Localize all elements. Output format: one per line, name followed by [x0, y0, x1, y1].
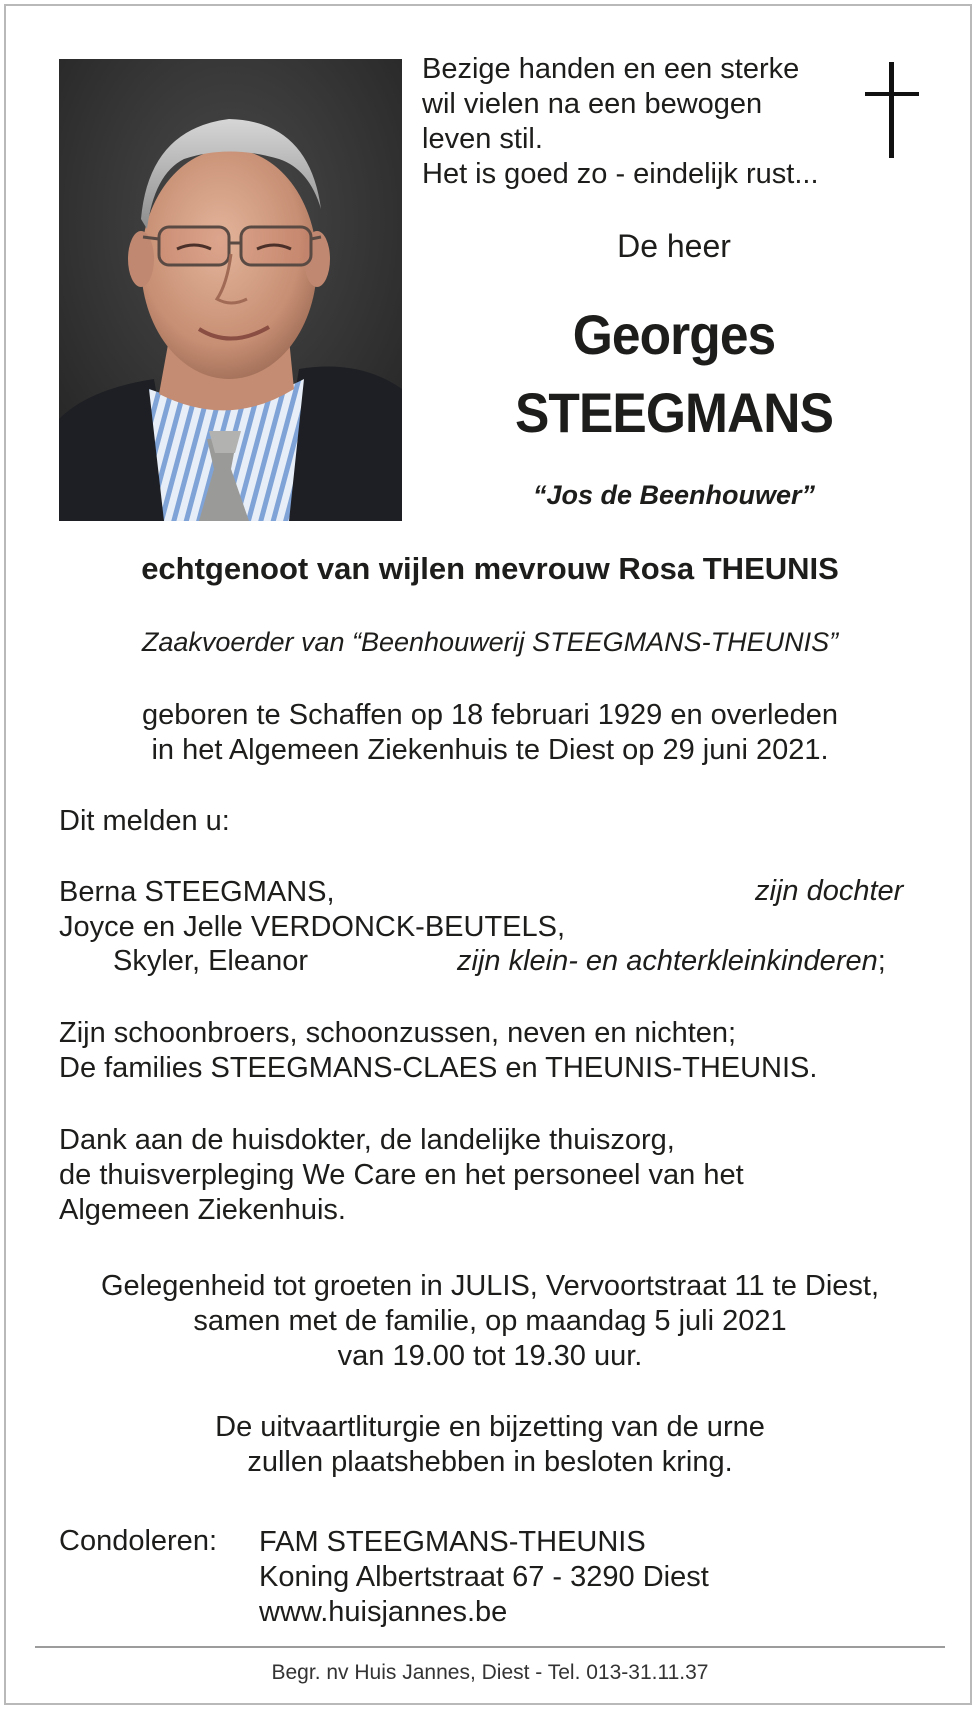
deceased-nickname: “Jos de Beenhouwer”: [532, 480, 816, 510]
thanks-line: de thuisverpleging We Care en het personeel van het: [59, 1159, 744, 1191]
relative-name: Berna STEEGMANS,: [59, 876, 335, 908]
poem: [422, 52, 852, 192]
thanks-text: [59, 1123, 744, 1228]
liturgy-line: De uitvaartliturgie en bijzetting van de urne: [215, 1411, 765, 1443]
condolences-address: [259, 1525, 709, 1630]
visitation-line: samen met de familie, op maandag 5 juli 2021: [193, 1305, 787, 1337]
occupation-line: Zaakvoerder van “Beenhouwerij STEEGMANS-THEUNIS”: [141, 627, 839, 657]
thanks-line: Algemeen Ziekenhuis.: [59, 1194, 346, 1226]
relative-relation: zijn dochter: [755, 875, 904, 907]
liturgy-line: zullen plaatshebben in besloten kring.: [247, 1446, 733, 1478]
birth-death-line: in het Algemeen Ziekenhuis te Diest op 29 juni 2021.: [151, 734, 829, 766]
deceased-first-name: Georges: [572, 303, 776, 366]
extended-family: [59, 1016, 817, 1086]
relative-relation-punct: ;: [877, 945, 886, 977]
condolences-website-link[interactable]: www.huisjannes.be: [259, 1596, 508, 1628]
poem-line: wil vielen na een bewogen: [422, 88, 763, 120]
relative-relation-text: zijn klein- en achterkleinkinderen: [457, 945, 878, 977]
relative-name: Skyler, Eleanor: [113, 945, 309, 977]
family-line: De families STEEGMANS-CLAES en THEUNIS-THEUNIS.: [59, 1052, 818, 1084]
latin-cross-icon: [862, 62, 922, 158]
visitation-line: Gelegenheid tot groeten in JULIS, Vervoortstraat 11 te Diest,: [100, 1270, 880, 1302]
condolences-family: FAM STEEGMANS-THEUNIS: [259, 1526, 646, 1558]
footer-divider: [35, 1646, 945, 1648]
portrait-photo: [59, 59, 402, 521]
relative-relation: [457, 945, 886, 978]
visitation-text: [0, 1269, 980, 1374]
birth-death-line: geboren te Schaffen op 18 februari 1929 en overleden: [142, 699, 838, 731]
thanks-line: Dank aan de huisdokter, de landelijke thuiszorg,: [59, 1124, 675, 1156]
spouse-line: echtgenoot van wijlen mevrouw Rosa THEUNIS: [141, 551, 839, 586]
visitation-line: van 19.00 tot 19.30 uur.: [337, 1340, 643, 1372]
birth-death-text: [0, 698, 980, 768]
condolences-label: Condoleren:: [59, 1525, 217, 1557]
family-line: Zijn schoonbroers, schoonzussen, neven en nichten;: [59, 1017, 737, 1049]
honorific-title: De heer: [617, 228, 731, 264]
poem-line: Bezige handen en een sterke: [422, 53, 800, 85]
funeral-director-footer: Begr. nv Huis Jannes, Diest - Tel. 013-31.11.37: [271, 1661, 709, 1684]
poem-line: leven stil.: [422, 123, 543, 155]
poem-line: Het is goed zo - eindelijk rust...: [422, 158, 819, 190]
deceased-last-name: STEEGMANS: [514, 381, 834, 444]
relative-name: Joyce en Jelle VERDONCK-BEUTELS,: [59, 911, 566, 943]
announcement-intro: Dit melden u:: [59, 805, 230, 837]
liturgy-text: [0, 1410, 980, 1480]
condolences-street: Koning Albertstraat 67 - 3290 Diest: [259, 1561, 709, 1593]
